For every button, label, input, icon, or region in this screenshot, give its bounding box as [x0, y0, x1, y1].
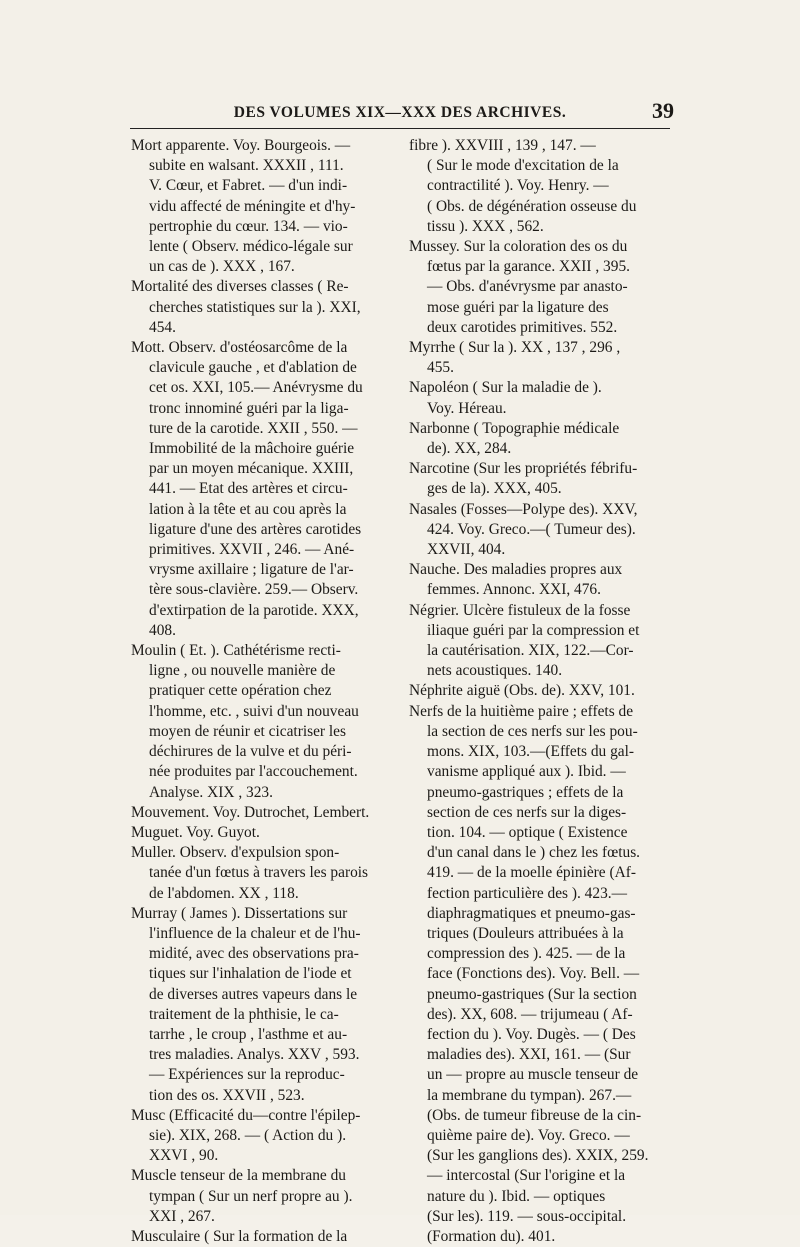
index-entry: [131, 1106, 399, 1167]
index-entry: [409, 419, 677, 459]
entry-line: (Formation du). 401.: [427, 1227, 556, 1245]
entry-line: tarrhe , le croup , l'asthme et au-: [149, 1025, 348, 1043]
entry-line: ( Obs. de dégénération osseuse du: [427, 197, 637, 215]
entry-line: 419. — de la moelle épinière (Af-: [427, 864, 636, 882]
entry-line: triques (Douleurs attribuées à la: [427, 924, 624, 942]
entry-line: née produites par l'accouchement.: [149, 763, 358, 781]
entry-line: face (Fonctions des). Voy. Bell. —: [427, 965, 640, 983]
index-entry: [409, 601, 677, 682]
entry-line: Musc (Efficacité du—contre l'épilep-: [131, 1106, 361, 1124]
index-entry: [131, 1227, 399, 1247]
index-entry: [409, 500, 677, 561]
entry-line: la section de ces nerfs sur les pou-: [427, 722, 638, 740]
entry-line: Murray ( James ). Dissertations sur: [131, 904, 348, 922]
index-entry: [131, 803, 399, 823]
entry-line: tion des os. XXVII , 523.: [149, 1086, 305, 1104]
index-entry: [131, 904, 399, 1106]
entry-line: clavicule gauche , et d'ablation de: [149, 359, 357, 377]
left-column: [131, 136, 399, 1247]
entry-line: l'influence de la chaleur et de l'hu-: [149, 924, 361, 942]
entry-line: 408.: [149, 621, 176, 639]
entry-line: XXVII, 404.: [427, 541, 506, 559]
entry-line: Nauche. Des maladies propres aux: [409, 561, 623, 579]
entry-line: de). XX, 284.: [427, 440, 512, 458]
entry-line: 454.: [149, 318, 176, 336]
index-entry: [131, 338, 399, 641]
entry-line: la cautérisation. XIX, 122.—Cor-: [427, 642, 634, 660]
entry-line: Muscle tenseur de la membrane du: [131, 1167, 346, 1185]
entry-line: fibre ). XXVIII , 139 , 147. —: [409, 137, 596, 154]
entry-line: Myrrhe ( Sur la ). XX , 137 , 296 ,: [409, 339, 621, 357]
entry-line: mose guéri par la ligature des: [427, 298, 609, 316]
entry-line: pertrophie du cœur. 134. — vio-: [149, 217, 348, 235]
index-entry: [409, 459, 677, 499]
entry-line: pneumo-gastriques (Sur la section: [427, 985, 637, 1003]
index-entry: [131, 1166, 399, 1227]
entry-line: Mort apparente. Voy. Bourgeois. —: [131, 137, 351, 154]
entry-line: lation à la tête et au cou après la: [149, 500, 347, 518]
entry-line: moyen de réunir et cicatriser les: [149, 722, 346, 740]
index-entry: [131, 136, 399, 277]
entry-line: cet os. XXI, 105.— Anévrysme du: [149, 379, 363, 397]
entry-line: nets acoustiques. 140.: [427, 662, 563, 680]
entry-line: compression des ). 425. — de la: [427, 945, 626, 963]
entry-line: section de ces nerfs sur la diges-: [427, 803, 627, 821]
entry-line: ges de la). XXX, 405.: [427, 480, 562, 498]
index-entry: [409, 136, 677, 237]
entry-line: tanée d'un fœtus à travers les parois: [149, 864, 369, 882]
entry-line: tion. 104. — optique ( Existence: [427, 823, 628, 841]
entry-line: Analyse. XIX , 323.: [149, 783, 273, 801]
entry-line: 455.: [427, 359, 454, 377]
running-title: DES VOLUMES XIX—XXX DES ARCHIVES.: [233, 104, 567, 121]
entry-line: d'un canal dans le ) chez les fœtus.: [427, 844, 641, 862]
entry-line: pratiquer cette opération chez: [149, 682, 332, 700]
entry-line: Négrier. Ulcère fistuleux de la fosse: [409, 601, 631, 619]
entry-line: Immobilité de la mâchoire guérie: [149, 440, 355, 458]
entry-line: tère sous-clavière. 259.— Observ.: [149, 581, 359, 599]
index-entry: [409, 681, 677, 701]
entry-line: Narbonne ( Topographie médicale: [409, 419, 620, 437]
header-rule: [130, 128, 670, 129]
entry-line: l'homme, etc. , suivi d'un nouveau: [149, 702, 359, 720]
page-header: [130, 98, 674, 128]
entry-line: XXVI , 90.: [149, 1147, 219, 1165]
entry-line: Néphrite aiguë (Obs. de). XXV, 101.: [409, 682, 635, 700]
page-number: 39: [652, 98, 674, 123]
entry-line: Mussey. Sur la coloration des os du: [409, 238, 628, 256]
entry-line: tissu ). XXX , 562.: [427, 217, 544, 235]
entry-line: lente ( Observ. médico-légale sur: [149, 238, 353, 256]
entry-line: de diverses autres vapeurs dans le: [149, 985, 358, 1003]
entry-line: Napoléon ( Sur la maladie de ).: [409, 379, 602, 397]
index-entry: [409, 338, 677, 378]
index-entry: [131, 843, 399, 904]
entry-line: de l'abdomen. XX , 118.: [149, 884, 299, 902]
right-column: [409, 136, 677, 1247]
entry-line: sie). XIX, 268. — ( Action du ).: [149, 1126, 347, 1144]
entry-line: vrysme axillaire ; ligature de l'ar-: [149, 561, 354, 579]
entry-line: — Obs. d'anévrysme par anasto-: [427, 278, 628, 296]
entry-line: tiques sur l'inhalation de l'iode et: [149, 965, 352, 983]
entry-line: — Expériences sur la reproduc-: [149, 1066, 345, 1084]
entry-line: Moulin ( Et. ). Cathétérisme recti-: [131, 642, 341, 660]
entry-line: XXI , 267.: [149, 1207, 215, 1225]
entry-line: ture de la carotide. XXII , 550. —: [149, 419, 358, 437]
entry-line: ligne , ou nouvelle manière de: [149, 662, 336, 680]
entry-line: primitives. XXVII , 246. — Ané-: [149, 541, 355, 559]
index-entry: [131, 641, 399, 803]
index-entry: [409, 378, 677, 418]
entry-line: contractilité ). Voy. Henry. —: [427, 177, 609, 195]
entry-line: un — propre au muscle tenseur de: [427, 1066, 639, 1084]
entry-line: ligature d'une des artères carotides: [149, 520, 362, 538]
entry-line: mons. XIX, 103.—(Effets du gal-: [427, 743, 635, 761]
entry-line: vanisme appliqué aux ). Ibid. —: [427, 763, 626, 781]
entry-line: cherches statistiques sur la ). XXI,: [149, 298, 361, 316]
entry-line: par un moyen mécanique. XXIII,: [149, 460, 354, 478]
entry-line: nature du ). Ibid. — optiques: [427, 1187, 606, 1205]
entry-line: maladies des). XXI, 161. — (Sur: [427, 1046, 631, 1064]
entry-line: 424. Voy. Greco.—( Tumeur des).: [427, 520, 636, 538]
entry-line: Musculaire ( Sur la formation de la: [131, 1227, 348, 1245]
entry-line: Nasales (Fosses—Polype des). XXV,: [409, 500, 638, 518]
entry-line: V. Cœur, et Fabret. — d'un indi-: [149, 177, 348, 195]
entry-line: traitement de la phthisie, le ca-: [149, 1005, 339, 1023]
entry-line: (Obs. de tumeur fibreuse de la cin-: [427, 1106, 642, 1124]
entry-line: déchirures de la vulve et du péri-: [149, 743, 352, 761]
entry-line: vidu affecté de méningite et d'hy-: [149, 197, 356, 215]
entry-line: 441. — Etat des artères et circu-: [149, 480, 348, 498]
entry-line: Mott. Observ. d'ostéosarcôme de la: [131, 339, 348, 357]
entry-line: Mortalité des diverses classes ( Re-: [131, 278, 349, 296]
entry-line: Muller. Observ. d'expulsion spon-: [131, 844, 340, 862]
entry-line: fection du ). Voy. Dugès. — ( Des: [427, 1025, 636, 1043]
index-entry: [131, 277, 399, 338]
entry-line: — intercostal (Sur l'origine et la: [427, 1167, 626, 1185]
entry-line: deux carotides primitives. 552.: [427, 318, 618, 336]
entry-line: femmes. Annonc. XXI, 476.: [427, 581, 601, 599]
entry-line: ( Sur le mode d'excitation de la: [427, 157, 619, 175]
entry-line: d'extirpation de la parotide. XXX,: [149, 601, 359, 619]
entry-line: Narcotine (Sur les propriétés fébrifu-: [409, 460, 638, 478]
entry-line: subite en walsant. XXXII , 111.: [149, 157, 344, 175]
entry-line: (Sur les). 119. — sous-occipital.: [427, 1207, 627, 1225]
entry-line: (Sur les ganglions des). XXIX, 259.: [427, 1147, 649, 1165]
entry-line: pneumo-gastriques ; effets de la: [427, 783, 624, 801]
index-entry: [409, 702, 677, 1247]
entry-line: tympan ( Sur un nerf propre au ).: [149, 1187, 353, 1205]
entry-line: Muguet. Voy. Guyot.: [131, 823, 260, 841]
index-entry: [131, 823, 399, 843]
entry-line: tres maladies. Analys. XXV , 593.: [149, 1046, 360, 1064]
entry-line: quième paire de). Voy. Greco. —: [427, 1126, 630, 1144]
entry-line: midité, avec des observations pra-: [149, 945, 359, 963]
entry-line: tronc innominé guéri par la liga-: [149, 399, 349, 417]
entry-line: des). XX, 608. — trijumeau ( Af-: [427, 1005, 633, 1023]
entry-line: iliaque guéri par la compression et: [427, 621, 640, 639]
entry-line: fœtus par la garance. XXII , 395.: [427, 258, 630, 276]
entry-line: Voy. Héreau.: [427, 399, 507, 417]
entry-line: un cas de ). XXX , 167.: [149, 258, 295, 276]
entry-line: la membrane du tympan). 267.—: [427, 1086, 632, 1104]
index-entry: [409, 560, 677, 600]
entry-line: Nerfs de la huitième paire ; effets de: [409, 702, 634, 720]
entry-line: diaphragmatiques et pneumo-gas-: [427, 904, 636, 922]
entry-line: fection particulière des ). 423.—: [427, 884, 628, 902]
entry-line: Mouvement. Voy. Dutrochet, Lembert.: [131, 803, 370, 821]
index-entry: [409, 237, 677, 338]
